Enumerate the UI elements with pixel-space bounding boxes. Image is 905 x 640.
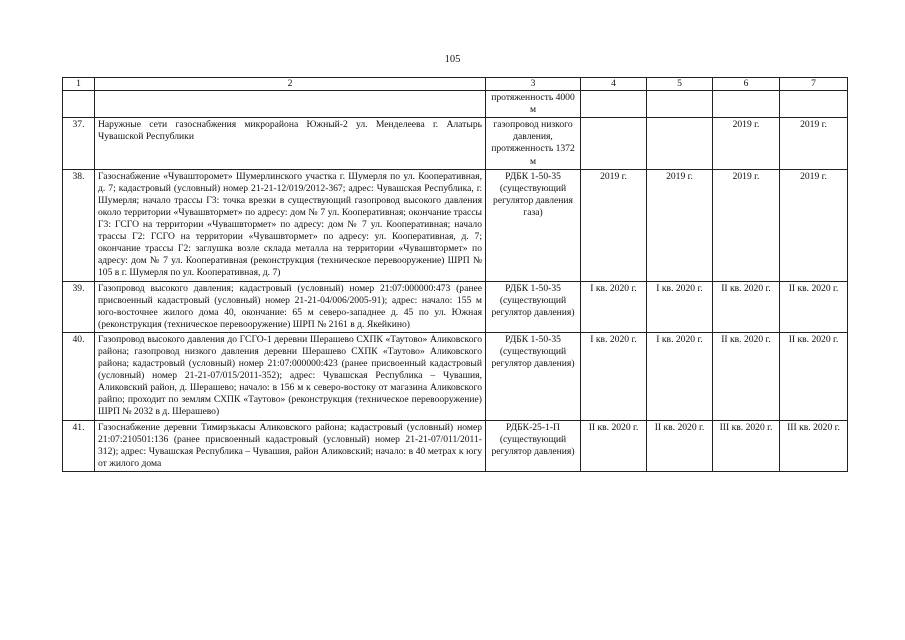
column-header: 5 (647, 78, 713, 91)
period-cell: II кв. 2020 г. (647, 420, 713, 471)
period-cell: II кв. 2020 г. (780, 281, 848, 332)
row-number: 39. (63, 281, 95, 332)
period-cell (713, 91, 780, 118)
table-row (63, 281, 848, 332)
period-cell: III кв. 2020 г. (713, 420, 780, 471)
table-row (63, 332, 848, 420)
period-cell: 2019 г. (780, 118, 848, 169)
column-header: 1 (63, 78, 95, 91)
period-cell: 2019 г. (581, 169, 647, 281)
period-cell: I кв. 2020 г. (581, 281, 647, 332)
period-cell: II кв. 2020 г. (780, 332, 848, 420)
period-cell: I кв. 2020 г. (647, 332, 713, 420)
table-row (63, 169, 848, 281)
period-cell (581, 118, 647, 169)
column-header: 4 (581, 78, 647, 91)
row-number: 38. (63, 169, 95, 281)
object-description (95, 91, 486, 118)
period-cell (647, 118, 713, 169)
table-header-row (63, 78, 848, 91)
row-number: 37. (63, 118, 95, 169)
object-characteristics: протяженность 4000 м (486, 91, 581, 118)
period-cell: 2019 г. (647, 169, 713, 281)
period-cell (581, 91, 647, 118)
object-characteristics: РДБК 1-50-35 (существующий регулятор давления) (486, 332, 581, 420)
column-header: 2 (95, 78, 486, 91)
page-number: 105 (444, 54, 461, 65)
period-cell: I кв. 2020 г. (581, 332, 647, 420)
table-row (63, 420, 848, 471)
row-number: 41. (63, 420, 95, 471)
document-table (62, 77, 848, 472)
column-header: 6 (713, 78, 780, 91)
period-cell: II кв. 2020 г. (581, 420, 647, 471)
object-characteristics: газопровод низкого давления, протяженность 1372 м (486, 118, 581, 169)
object-description: Наружные сети газоснабжения микрорайона Южный-2 ул. Менделеева г. Алатырь Чувашской Республики (95, 118, 486, 169)
object-description: Газопровод высокого давления до ГСГО-1 деревни Шерашево СХПК «Таутово» Аликовского района; газопровод низкого давления деревни Шерашево СХПК «Таутово» Аликовского района; кадастровый (условный) номер 21:07:000000:423 (ранее присвоенный кадастровый (условный) номер 21-21-07/015/2011-352); адрес: Чувашская Республика – Чувашия, Аликовский район, д. Шерашево; начало: в 156 м к северо-востоку от магазина Аликовского райпо; проходит по землям СХПК «Таутово» (реконструкция (техническое перевооружение) ШРП № 2032 в д. Шерашево) (95, 332, 486, 420)
object-description: Газоснабжение «Чувашторомет» Шумерлинского участка г. Шумерля по ул. Кооперативная, д. 7; кадастровый (условный) номер 21-21-12/019/2012-367; адрес: Чувашская Республика, г. Шумерля; начало трассы Г3: точка врезки в существующий газопровод высокого давления около территории «Чувашвтормет» по адресу: дом № 7 ул. Кооперативная; окончание трассы Г3: ГСГО на территории «Чувашвтормет» по адресу: дом № 7 ул. Кооперативная; начало трассы Г2: ГСГО на территории «Чувашвтормет» по адресу: ул. Кооперативная, д. 7; окончание трассы Г2: заглушка возле склада металла на территории «Чувашвтормет» по адресу: дом № 7 ул. Кооперативная (реконструкция (техническое перевооружение) ШРП № 105 в г. Шумерля по ул. Кооперативная, д. 7) (95, 169, 486, 281)
column-header: 7 (780, 78, 848, 91)
period-cell: II кв. 2020 г. (713, 281, 780, 332)
period-cell: 2019 г. (713, 169, 780, 281)
object-characteristics: РДБК-25-1-П (существующий регулятор давления) (486, 420, 581, 471)
table-row (63, 118, 848, 169)
period-cell: I кв. 2020 г. (647, 281, 713, 332)
object-description: Газоснабжение деревни Тимирзькасы Аликовского района; кадастровый (условный) номер 21:07:210501:136 (ранее присвоенный кадастровый (условный) номер 21-21-07/011/2011-312); адрес: Чувашская Республика – Чувашия, район Аликовский; начало: в 40 метрах к югу от жилого дома (95, 420, 486, 471)
table-row (63, 91, 848, 118)
row-number: 40. (63, 332, 95, 420)
period-cell (647, 91, 713, 118)
period-cell: 2019 г. (713, 118, 780, 169)
object-characteristics: РДБК 1-50-35 (существующий регулятор давления газа) (486, 169, 581, 281)
row-number (63, 91, 95, 118)
object-description: Газопровод высокого давления; кадастровый (условный) номер 21:07:000000:473 (ранее присвоенный кадастровый (условный) номер 21-21-04/006/2005-91); адрес: начало: 155 м юго-восточнее жилого дома 40, окончание: 65 м северо-западнее д. 45 по ул. Южная (реконструкция (техническое перевооружение) ШРП № 2161 в д. Якейкино) (95, 281, 486, 332)
period-cell: III кв. 2020 г. (780, 420, 848, 471)
period-cell: 2019 г. (780, 169, 848, 281)
period-cell: II кв. 2020 г. (713, 332, 780, 420)
period-cell (780, 91, 848, 118)
column-header: 3 (486, 78, 581, 91)
object-characteristics: РДБК 1-50-35 (существующий регулятор давления) (486, 281, 581, 332)
